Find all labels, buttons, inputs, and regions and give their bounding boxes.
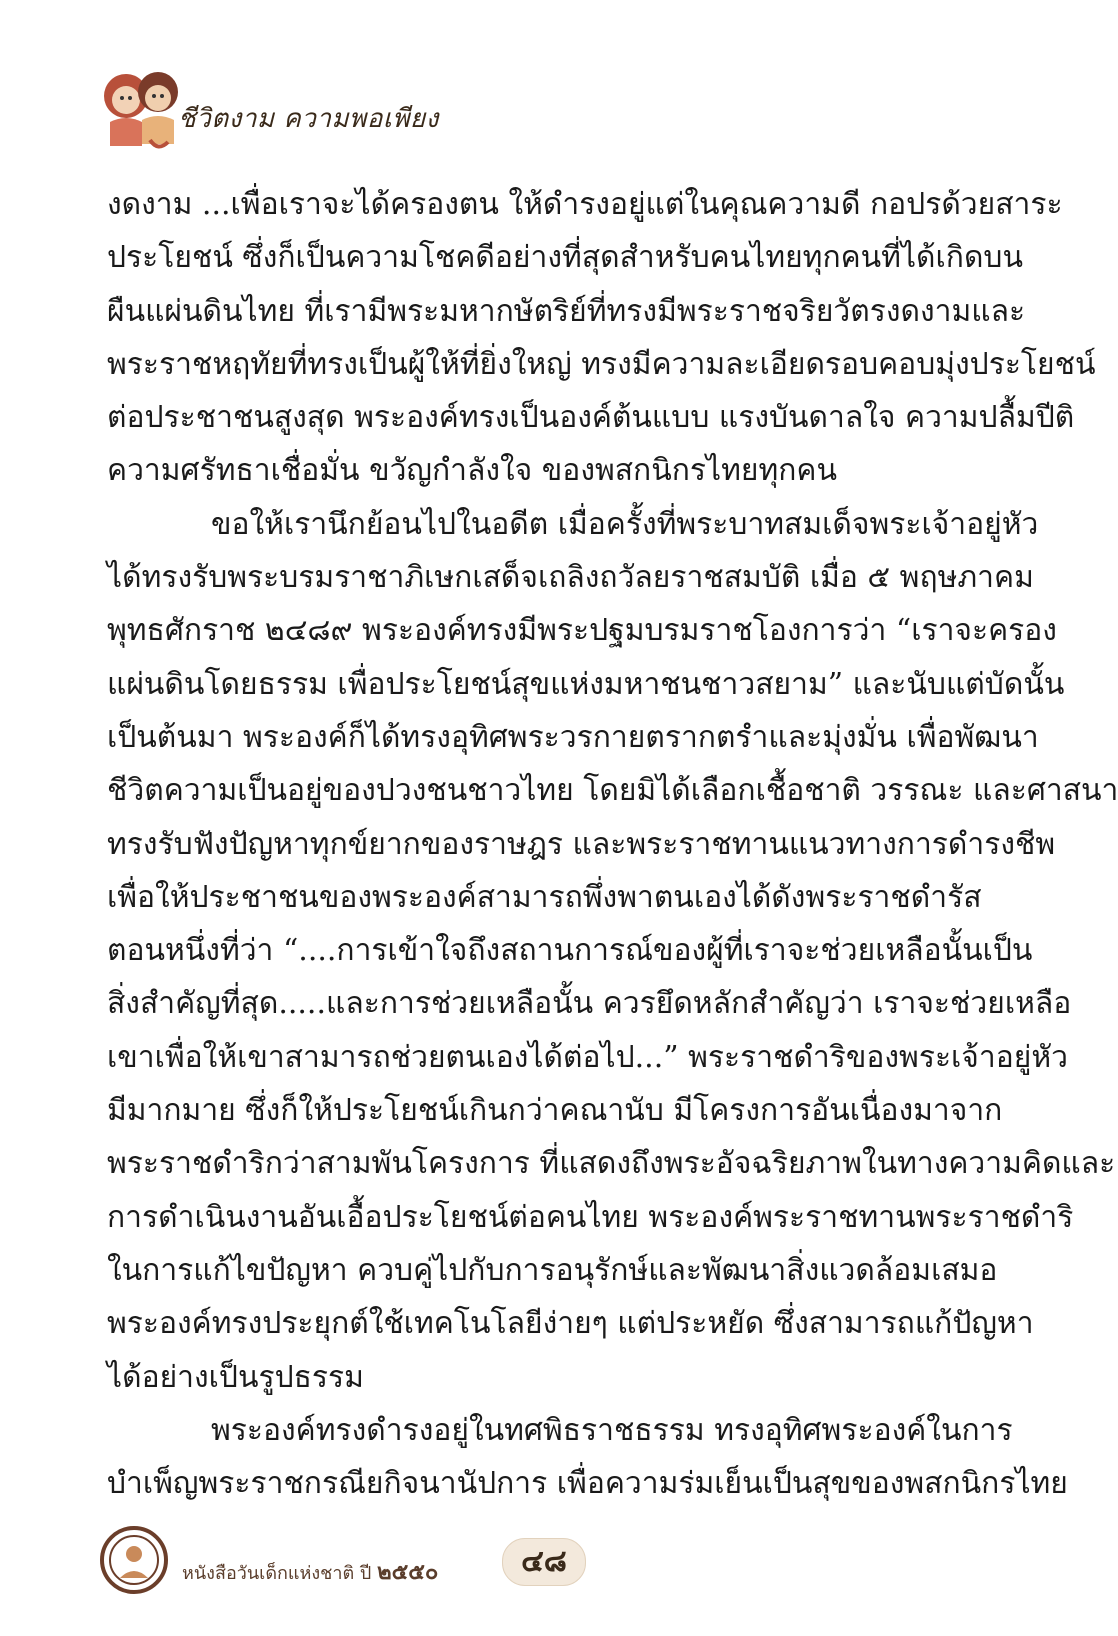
book-year: ๒๕๕๐ [377, 1560, 439, 1585]
page-header [96, 62, 456, 158]
paragraph-start-line: ขอให้เรานึกย้อนไปในอดีต เมื่อครั้งที่พระบาทสมเด็จพระเจ้าอยู่หัว [211, 506, 1039, 542]
text-line: ในการแก้ไขปัญหา ควบคู่ไปกับการอนุรักษ์และพัฒนาสิ่งแวดล้อมเสมอ [107, 1252, 998, 1288]
text-line: พุทธศักราช ๒๔๘๙ พระองค์ทรงมีพระปฐมบรมราชโองการว่า “เราจะครอง [107, 613, 1057, 649]
text-line: เป็นต้นมา พระองค์ก็ได้ทรงอุทิศพระวรกายตรากตรำและมุ่งมั่น เพื่อพัฒนา [107, 719, 1039, 755]
page-footer [98, 1524, 958, 1604]
text-line: ได้อย่างเป็นรูปธรรม [107, 1359, 364, 1395]
text-line: บำเพ็ญพระราชกรณียกิจนานัปการ เพื่อความร่มเย็นเป็นสุขของพสกนิกรไทย [107, 1466, 1068, 1502]
text-line: ได้ทรงรับพระบรมราชาภิเษกเสด็จเถลิงถวัลยราชสมบัติ เมื่อ ๕ พฤษภาคม [107, 560, 1034, 596]
text-line: ความศรัทธาเชื่อมั่น ขวัญกำลังใจ ของพสกนิกรไทยทุกคน [107, 453, 837, 489]
text-line: พระองค์ทรงประยุกต์ใช้เทคโนโลยีง่ายๆ แต่ประหยัด ซึ่งสามารถแก้ปัญหา [107, 1306, 1034, 1342]
text-line: พระราชหฤทัยที่ทรงเป็นผู้ให้ที่ยิ่งใหญ่ ทรงมีความละเอียดรอบคอบมุ่งประโยชน์ [107, 346, 1096, 382]
text-line: เพื่อให้ประชาชนของพระองค์สามารถพึ่งพาตนเองได้ดังพระราชดำรัส [107, 879, 982, 915]
childrens-day-emblem-icon [98, 1524, 170, 1596]
text-line: งดงาม ...เพื่อเราจะได้ครองตน ให้ดำรงอยู่แต่ในคุณความดี กอปรด้วยสาระ [107, 187, 1063, 222]
text-line: พระราชดำริกว่าสามพันโครงการ ที่แสดงถึงพระอัจฉริยภาพในทางความคิดและ [107, 1146, 1116, 1182]
text-line: ผืนแผ่นดินไทย ที่เรามีพระมหากษัตริย์ที่ทรงมีพระราชจริยวัตรงดงามและ [107, 293, 1026, 329]
footer-book-title [182, 1554, 438, 1589]
text-line: มีมากมาย ซึ่งก็ให้ประโยชน์เกินกว่าคณานับ มีโครงการอันเนื่องมาจาก [107, 1093, 1003, 1129]
text-line: ประโยชน์ ซึ่งก็เป็นความโชคดีอย่างที่สุดสำหรับคนไทยทุกคนที่ได้เกิดบน [107, 240, 1023, 276]
text-line: ตอนหนึ่งที่ว่า “....การเข้าใจถึงสถานการณ์ของผู้ที่เราจะช่วยเหลือนั้นเป็น [107, 933, 1033, 969]
text-line: ต่อประชาชนสูงสุด พระองค์ทรงเป็นองค์ต้นแบบ แรงบันดาลใจ ความปลื้มปีติ [107, 400, 1075, 436]
paragraph-start-line: พระองค์ทรงดำรงอยู่ในทศพิธราชธรรม ทรงอุทิศพระองค์ในการ [211, 1412, 1013, 1448]
text-line: เขาเพื่อให้เขาสามารถช่วยตนเองได้ต่อไป...” พระราชดำริของพระเจ้าอยู่หัว [107, 1039, 1068, 1075]
text-line: การดำเนินงานอันเอื้อประโยชน์ต่อคนไทย พระองค์พระราชทานพระราชดำริ [107, 1199, 1074, 1235]
text-line: สิ่งสำคัญที่สุด.....และการช่วยเหลือนั้น ควรยึดหลักสำคัญว่า เราจะช่วยเหลือ [107, 986, 1072, 1022]
book-title-text: หนังสือวันเด็กแห่งชาติ ปี [182, 1563, 372, 1584]
header-title: ชีวิตงาม ความพอเพียง [178, 104, 439, 134]
text-line: ชีวิตความเป็นอยู่ของปวงชนชาวไทย โดยมิได้เลือกเชื้อชาติ วรรณะ และศาสนา [107, 773, 1118, 809]
text-line: ทรงรับฟังปัญหาทุกข์ยากของราษฎร และพระราชทานแนวทางการดำรงชีพ [107, 826, 1056, 862]
page-number: ๔๘ [502, 1538, 586, 1586]
page-body-text [107, 178, 1118, 1510]
text-line: แผ่นดินโดยธรรม เพื่อประโยชน์สุขแห่งมหาชนชาวสยาม” และนับแต่บัดนั้น [107, 666, 1065, 702]
